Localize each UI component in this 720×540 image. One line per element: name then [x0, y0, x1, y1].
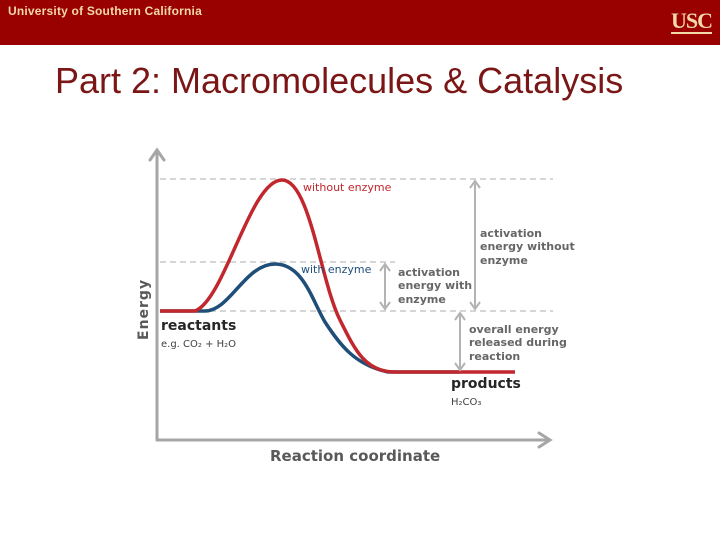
reactants-label: reactants	[161, 318, 237, 334]
activation-without-line-2: energy without	[480, 240, 575, 253]
x-axis-label: Reaction coordinate	[270, 447, 441, 465]
university-name: University of Southern California	[8, 4, 202, 18]
overall-energy-line-2: released during	[469, 336, 567, 349]
products-label: products	[451, 376, 521, 392]
activation-with-label	[398, 266, 472, 306]
usc-logo: USC	[671, 8, 713, 33]
slide-title: Part 2: Macromolecules & Catalysis	[55, 60, 624, 101]
overall-energy-label	[469, 323, 567, 363]
activation-with-line-3: enzyme	[398, 293, 446, 306]
without-enzyme-label: without enzyme	[303, 181, 392, 194]
overall-energy-line-1: overall energy	[469, 323, 559, 336]
activation-without-line-1: activation	[480, 227, 542, 240]
activation-with-line-1: activation	[398, 266, 460, 279]
y-axis-label: Energy	[136, 278, 152, 340]
activation-with-line-2: energy with	[398, 279, 473, 292]
with-enzyme-label: with enzyme	[301, 263, 372, 276]
overall-energy-line-3: reaction	[469, 350, 521, 363]
products-example: H₂CO₃	[451, 397, 482, 408]
reactants-example: e.g. CO₂ + H₂O	[161, 339, 237, 350]
activation-without-label	[480, 227, 575, 267]
activation-without-line-3: enzyme	[480, 254, 528, 267]
